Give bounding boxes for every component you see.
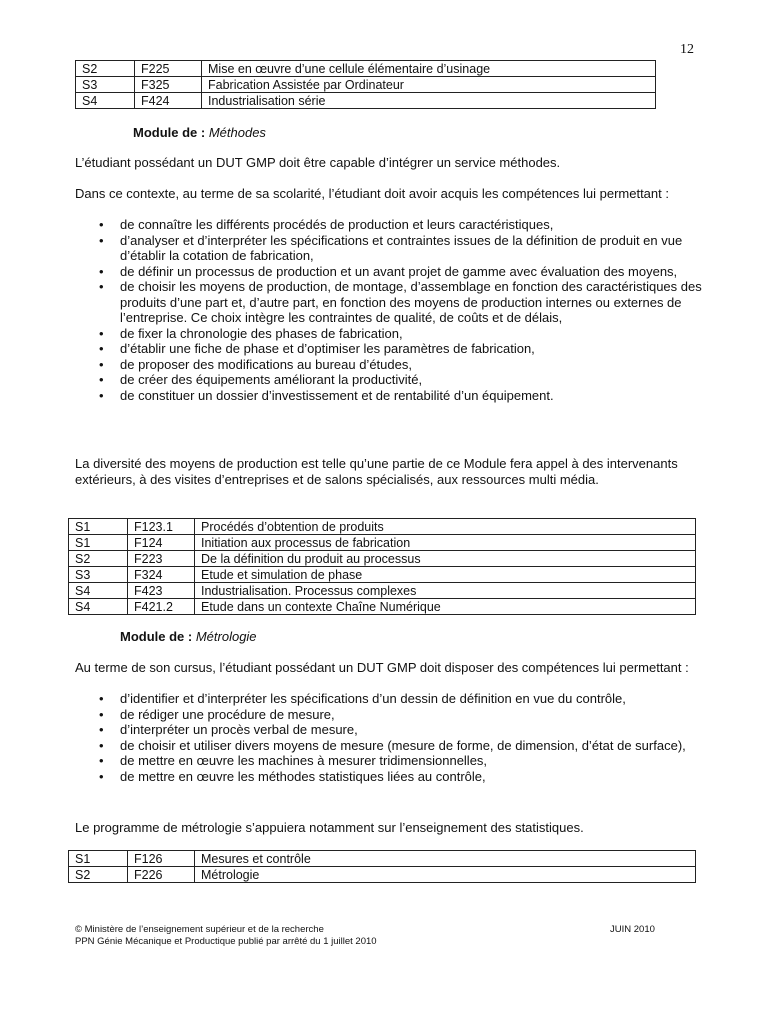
list-item: • de créer des équipements améliorant la productivité, [75, 372, 705, 388]
list-item: • de connaître les différents procédés de production et leurs caractéristiques, [75, 217, 705, 233]
code-cell: F226 [128, 867, 195, 883]
table-prior-modules [75, 60, 656, 109]
title-cell: Fabrication Assistée par Ordinateur [202, 77, 656, 93]
table-row [69, 867, 696, 883]
title-cell: Initiation aux processus de fabrication [195, 535, 696, 551]
code-cell: F424 [135, 93, 202, 109]
list-item: • de choisir les moyens de production, de montage, d’assemblage en fonction des caractéristiques des produits d’une part et, d’autre part, en fonction des moyens de production internes ou externes de l’entreprise. Ce choix intègre les contraintes de qualité, de coûts et de délais, [75, 279, 705, 326]
semester-cell: S2 [69, 551, 128, 567]
semester-cell: S2 [76, 61, 135, 77]
table-row [69, 583, 696, 599]
table-row [69, 851, 696, 867]
code-cell: F225 [135, 61, 202, 77]
metrologie-intro: Au terme de son cursus, l’étudiant possédant un DUT GMP doit disposer des compétences lui permettant : [75, 660, 689, 675]
methodes-context: Dans ce contexte, au terme de sa scolarité, l’étudiant doit avoir acquis les compétences lui permettant : [75, 186, 669, 201]
table-row [69, 599, 696, 615]
code-cell: F223 [128, 551, 195, 567]
table-methodes [68, 518, 696, 615]
semester-cell: S1 [69, 519, 128, 535]
semester-cell: S4 [76, 93, 135, 109]
list-item: • d’analyser et d’interpréter les spécifications et contraintes issues de la définition de produit en vue d’établir la cotation de fabrication, [75, 233, 705, 264]
title-cell: Industrialisation. Processus complexes [195, 583, 696, 599]
list-item: • de mettre en œuvre les machines à mesurer tridimensionnelles, [75, 753, 705, 769]
table-row [69, 567, 696, 583]
semester-cell: S3 [76, 77, 135, 93]
title-cell: De la définition du produit au processus [195, 551, 696, 567]
code-cell: F421.2 [128, 599, 195, 615]
list-item: • de choisir et utiliser divers moyens de mesure (mesure de forme, de dimension, d’état de surface), [75, 738, 705, 754]
semester-cell: S4 [69, 583, 128, 599]
table-row [76, 61, 656, 77]
list-item: • de proposer des modifications au bureau d’études, [75, 357, 705, 373]
list-item: • de constituer un dossier d’investissement et de rentabilité d’un équipement. [75, 388, 705, 404]
title-cell: Etude et simulation de phase [195, 567, 696, 583]
footer-ppn: PPN Génie Mécanique et Productique publié par arrêté du 1 juillet 2010 [75, 936, 377, 947]
metrologie-competences-list [75, 691, 705, 784]
code-cell: F126 [128, 851, 195, 867]
module-prefix: Module de : [133, 125, 206, 140]
title-cell: Métrologie [195, 867, 696, 883]
semester-cell: S2 [69, 867, 128, 883]
footer-copyright: © Ministère de l’enseignement supérieur et de la recherche [75, 924, 324, 935]
table-metrologie [68, 850, 696, 883]
list-item: • de rédiger une procédure de mesure, [75, 707, 705, 723]
table-row [76, 77, 656, 93]
list-item: • d’établir une fiche de phase et d’optimiser les paramètres de fabrication, [75, 341, 705, 357]
footer-date: JUIN 2010 [610, 924, 655, 935]
page-number: 12 [680, 42, 694, 57]
module-prefix-2: Module de : [120, 629, 193, 644]
code-cell: F325 [135, 77, 202, 93]
title-cell: Mise en œuvre d’une cellule élémentaire d’usinage [202, 61, 656, 77]
table-row [69, 535, 696, 551]
module-metrologie-title: Métrologie [195, 629, 257, 644]
list-item: • de fixer la chronologie des phases de fabrication, [75, 326, 705, 342]
list-item: • d’identifier et d’interpréter les spécifications d’un dessin de définition en vue du contrôle, [75, 691, 705, 707]
list-item: • d’interpréter un procès verbal de mesure, [75, 722, 705, 738]
table-row [69, 519, 696, 535]
semester-cell: S3 [69, 567, 128, 583]
title-cell: Procédés d’obtention de produits [195, 519, 696, 535]
code-cell: F123.1 [128, 519, 195, 535]
semester-cell: S4 [69, 599, 128, 615]
semester-cell: S1 [69, 535, 128, 551]
code-cell: F124 [128, 535, 195, 551]
module-metrologie-heading [120, 629, 257, 644]
list-item: • de mettre en œuvre les méthodes statistiques liées au contrôle, [75, 769, 705, 785]
methodes-diversity: La diversité des moyens de production est telle qu’une partie de ce Module fera appel à des intervenants extérieurs, à des visites d’entreprises et de salons spécialisés, aux ressources multi média. [75, 456, 678, 487]
code-cell: F423 [128, 583, 195, 599]
title-cell: Etude dans un contexte Chaîne Numérique [195, 599, 696, 615]
table-row [76, 93, 656, 109]
metrologie-note: Le programme de métrologie s’appuiera notamment sur l’enseignement des statistiques. [75, 820, 584, 835]
table-row [69, 551, 696, 567]
semester-cell: S1 [69, 851, 128, 867]
list-item: • de définir un processus de production et un avant projet de gamme avec évaluation des moyens, [75, 264, 705, 280]
title-cell: Mesures et contrôle [195, 851, 696, 867]
methodes-intro: L’étudiant possédant un DUT GMP doit être capable d’intégrer un service méthodes. [75, 155, 561, 170]
module-methodes-heading [133, 125, 266, 140]
title-cell: Industrialisation série [202, 93, 656, 109]
methodes-competences-list [75, 217, 705, 403]
code-cell: F324 [128, 567, 195, 583]
module-methodes-title: Méthodes [208, 125, 266, 140]
